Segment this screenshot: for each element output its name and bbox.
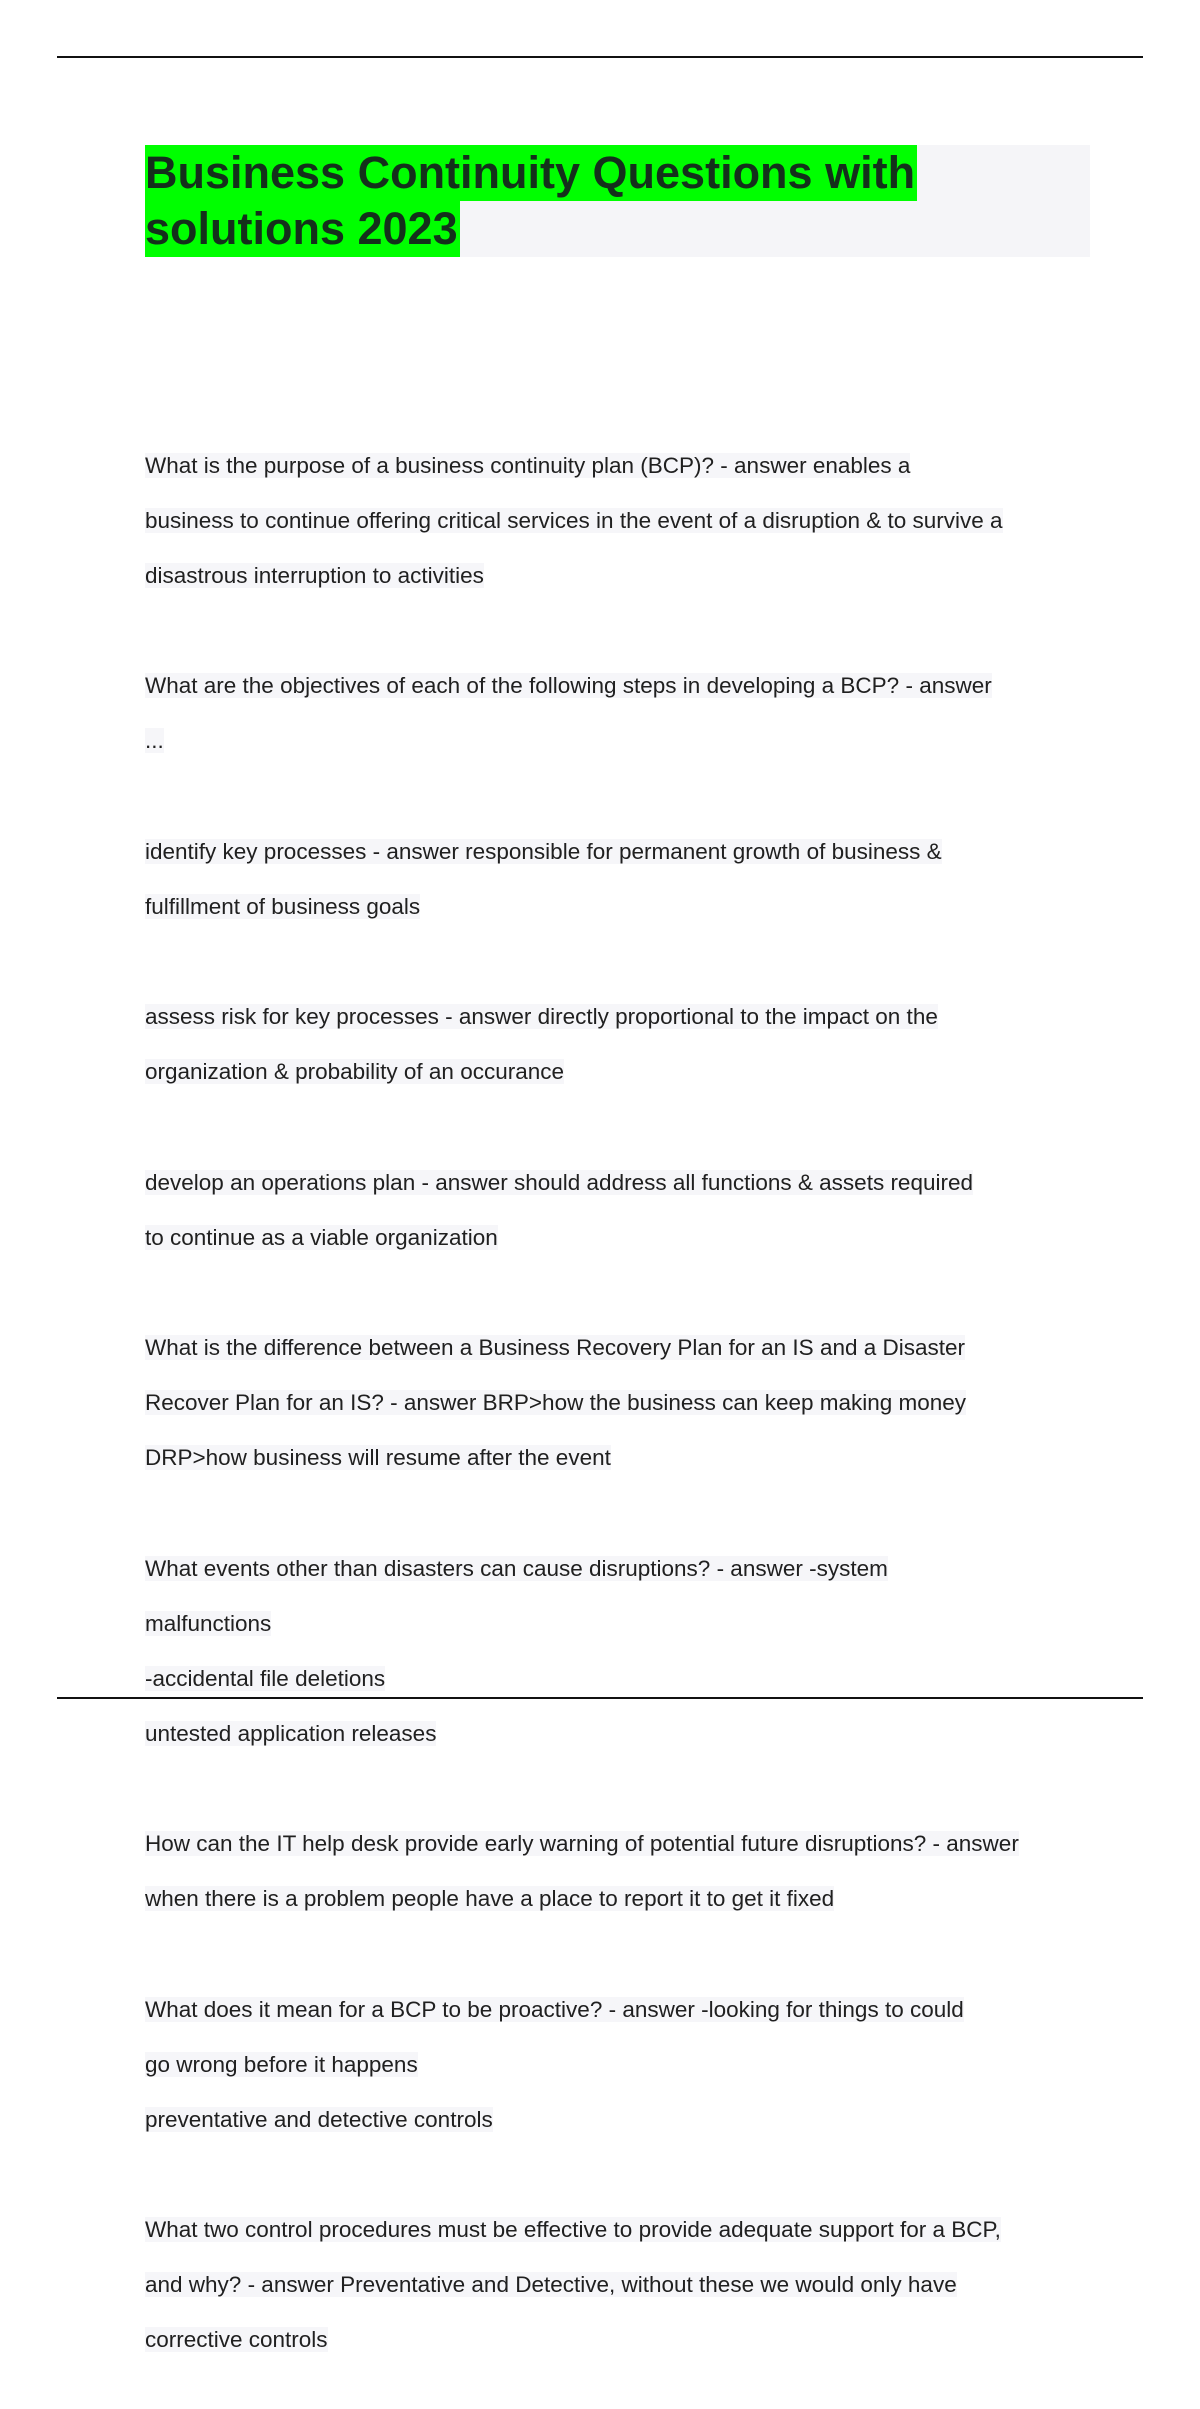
qa-line: when there is a problem people have a place to report it to get it fixed bbox=[145, 1886, 835, 1911]
qa-line: Recover Plan for an IS? - answer BRP>how the business can keep making money bbox=[145, 1390, 967, 1415]
qa-line: corrective controls bbox=[145, 2327, 328, 2352]
qa-line: disastrous interruption to activities bbox=[145, 562, 484, 588]
qa-line: What is the purpose of a business continuity plan (BCP)? - answer enables a bbox=[145, 452, 911, 478]
qa-line: What is the difference between a Business Recovery Plan for an IS and a Disaster bbox=[145, 1335, 966, 1360]
qa-line: What does it mean for a BCP to be proactive? - answer -looking for things to could bbox=[145, 1996, 964, 2022]
qa-item bbox=[145, 2189, 1085, 2382]
qa-line: business to continue offering critical services in the event of a disruption & to survive a bbox=[145, 507, 1003, 533]
qa-line: -accidental file deletions bbox=[145, 1665, 386, 1691]
qa-line: preventative and detective controls bbox=[145, 2106, 493, 2132]
qa-line: go wrong before it happens bbox=[145, 2051, 418, 2077]
qa-line: identify key processes - answer responsible for permanent growth of business & bbox=[145, 838, 942, 864]
qa-line: How can the IT help desk provide early warning of potential future disruptions? - answer bbox=[145, 1831, 1019, 1856]
qa-line: What events other than disasters can cause disruptions? - answer -system bbox=[145, 1555, 888, 1581]
qa-item bbox=[145, 1307, 1085, 1500]
qa-item bbox=[145, 1141, 1085, 1279]
qa-item bbox=[145, 645, 1085, 783]
qa-item bbox=[145, 424, 1085, 617]
qa-list bbox=[145, 424, 1085, 2409]
document-title bbox=[145, 145, 1090, 257]
qa-line: untested application releases bbox=[145, 1720, 437, 1746]
qa-line: What are the objectives of each of the following steps in developing a BCP? - answer bbox=[145, 673, 992, 698]
bottom-rule bbox=[57, 1697, 1143, 1699]
qa-line: DRP>how business will resume after the event bbox=[145, 1445, 611, 1470]
qa-line: organization & probability of an occurance bbox=[145, 1059, 565, 1084]
qa-item bbox=[145, 1968, 1085, 2161]
title-block bbox=[145, 145, 1090, 257]
qa-line: to continue as a viable organization bbox=[145, 1224, 498, 1250]
qa-item bbox=[145, 1527, 1085, 1775]
qa-item bbox=[145, 810, 1085, 948]
qa-line: and why? - answer Preventative and Detective, without these we would only have bbox=[145, 2272, 957, 2297]
qa-line: ... bbox=[145, 728, 164, 753]
qa-line: fulfillment of business goals bbox=[145, 893, 421, 919]
qa-item bbox=[145, 976, 1085, 1114]
title-line-1: Business Continuity Questions with bbox=[145, 145, 917, 201]
qa-line: develop an operations plan - answer should address all functions & assets required bbox=[145, 1169, 973, 1195]
top-rule bbox=[57, 56, 1143, 58]
qa-line: assess risk for key processes - answer directly proportional to the impact on the bbox=[145, 1004, 938, 1029]
qa-line: malfunctions bbox=[145, 1610, 272, 1636]
qa-item bbox=[145, 1803, 1085, 1941]
title-line-2: solutions 2023 bbox=[145, 201, 460, 257]
qa-line: What two control procedures must be effective to provide adequate support for a BCP, bbox=[145, 2217, 1001, 2242]
